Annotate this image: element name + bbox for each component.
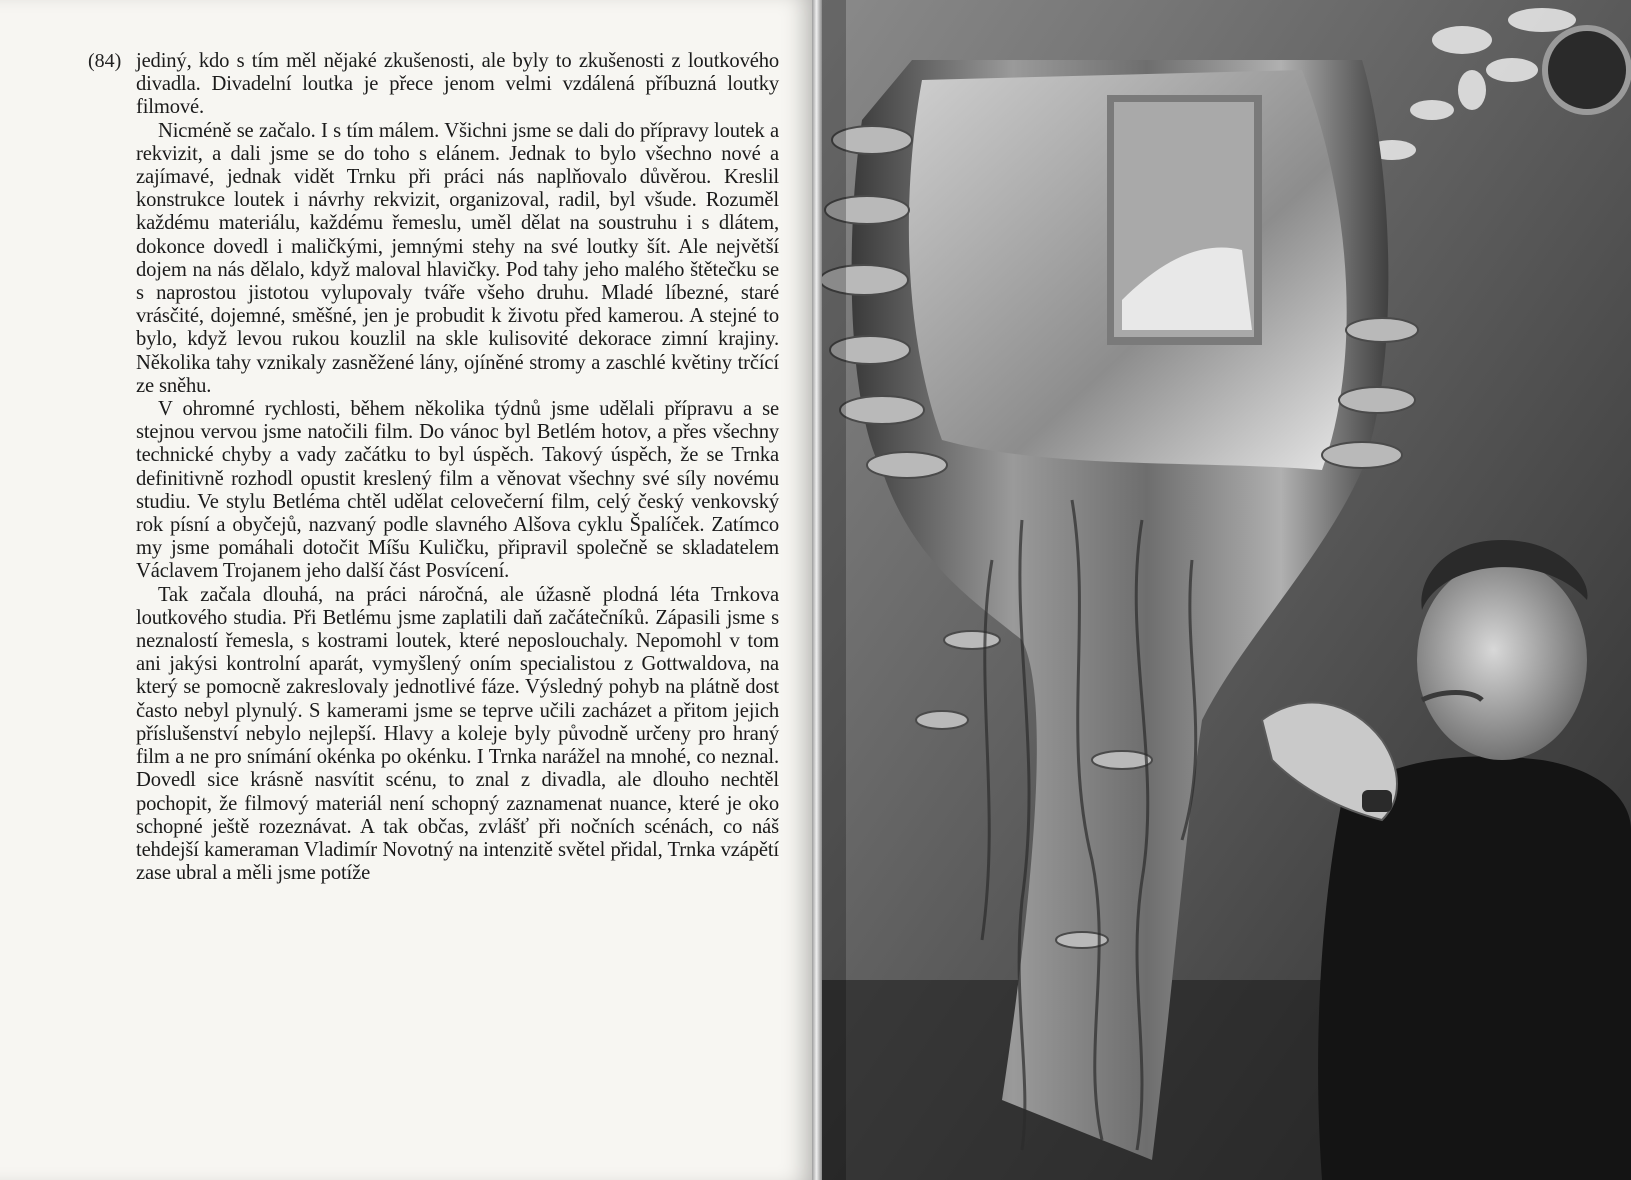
page-number: (84) [88, 50, 122, 72]
paragraph: V ohromné rychlosti, během několika týdnů jsme udělali přípravu a se stejnou vervou jsme natočili film. Do vánoc byl Betlém hotov, a přes všechny technické chyby a vady začátku to byl úspěch. Takový úspěch, že se Trnka definitivně rozhodl opustit kreslený film a věnovat všechny své síly novému studiu. Ve stylu Betléma chtěl udělat celovečerní film, celý český venkovský rok písní a obyčejů, nazvaný podle slavného Alšova cyklu Špalíček. Zatímco my jsme pomáhali dotočit Míšu Kuličku, připravil společně se skladatelem Václavem Trojanem jeho další část Posvícení. [136, 398, 779, 583]
right-page-photo [822, 0, 1631, 1180]
left-page [0, 0, 812, 1180]
photo-man-with-carved-wooden-frame-icon [822, 0, 1631, 1180]
paragraph: Nicméně se začalo. I s tím málem. Všichni jsme se dali do přípravy loutek a rekvizit, a dali jsme se do toho s elánem. Jednak to bylo všechno nové a zajímavé, jednak vidět Trnku při práci nás naplňovalo důvěrou. Kreslil konstrukce loutek i návrhy rekvizit, organizoval, radil, byl všude. Rozuměl každému materiálu, každému řemeslu, uměl dělat na soustruhu i s dlátem, dokonce dovedl i maličkými, jemnými stehy na své loutky šít. Ale největší dojem na nás dělalo, když maloval hlavičky. Pod tahy jeho malého štětečku se s naprostou jistotou vylupovaly tváře všeho druhu. Mladé líbezné, staré vrásčité, dojemné, směšné, jen je probudit k životu před kamerou. A stejné to bylo, když levou rukou kouzlil na skle kulisovité dekorace zimní krajiny. Několika tahy vznikaly zasněžené lány, ojíněné stromy a zaschlé květiny trčící ze sněhu. [136, 119, 779, 397]
paragraph: Tak začala dlouhá, na práci náročná, ale úžasně plodná léta Trnkova loutkového studia. Při Betlému jsme zaplatili daň začátečníků. Zápasili jsme s neznalostí řemesla, s kostrami loutek, které neposlouchaly. Nepomohl v tom ani jakýsi kontrolní aparát, vymyšlený oním specialistou z Gottwaldova, na který se pomocně zakreslovaly jednotlivé fáze. Výsledný pohyb na plátně dost často nebyl plynulý. S kamerami jsme se teprve učili zacházet a přitom jejich příslušenství nebylo nejlepší. Hlavy a koleje byly původně určeny pro hraný film a ne pro snímání okénka po okénku. I Trnka narážel na mnohé, co neznal. Dovedl sice krásně nasvítit scénu, to znal z divadla, ale dlouho nechtěl pochopit, že filmový materiál není schopný zaznamenat nuance, které je oko schopné ještě rozeznávat. A tak občas, zvlášť při nočních scénách, co náš tehdejší kameraman Vladimír Novotný na intenzitě světel přidal, Trnka vzápětí zase ubral a měli jsme potíže [136, 583, 779, 885]
paragraph: jediný, kdo s tím měl nějaké zkušenosti, ale byly to zkušenosti z loutkového divadla. Divadelní loutka je přece jenom velmi vzdálená příbuzná loutky filmové. [136, 50, 779, 119]
book-gutter [812, 0, 822, 1180]
body-text [136, 50, 779, 885]
